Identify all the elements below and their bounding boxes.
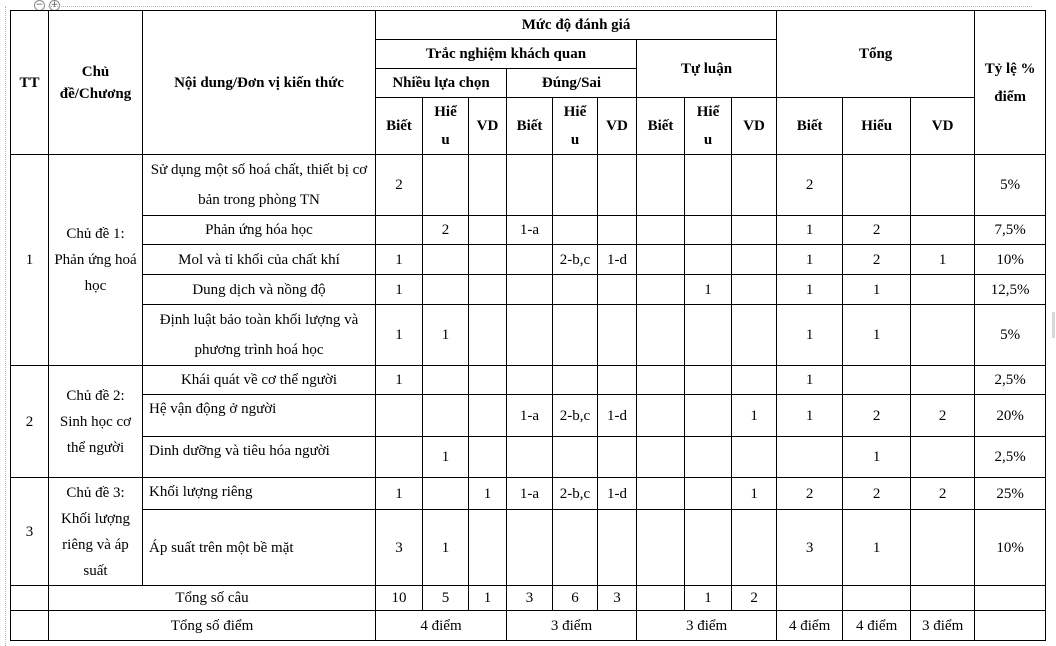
value-cell: 5 (423, 586, 469, 611)
value-cell (423, 275, 469, 305)
empty-cell (975, 611, 1046, 641)
score-essay: 3 điểm (637, 611, 777, 641)
total-cell (911, 305, 975, 366)
value-cell: 2-b,c (553, 478, 598, 510)
empty-cell (11, 586, 49, 611)
value-cell: 3 (598, 586, 637, 611)
value-cell: 1 (376, 275, 423, 305)
percent-cell: 5% (975, 155, 1046, 216)
value-cell: 1-d (598, 478, 637, 510)
content-cell: Sử dụng một số hoá chất, thiết bị cơ bản trong phòng TN (143, 155, 376, 216)
total-cell (843, 366, 911, 395)
value-cell (637, 586, 685, 611)
value-cell (469, 245, 507, 275)
total-cell (843, 155, 911, 216)
value-cell (732, 366, 777, 395)
content-cell: Định luật bảo toàn khối lượng và phương trình hoá học (143, 305, 376, 366)
topic-number: 3 (11, 478, 49, 586)
col-biet: Biết (777, 98, 843, 155)
value-cell (507, 245, 553, 275)
value-cell (423, 478, 469, 510)
total-cell: 1 (777, 395, 843, 437)
table-row (11, 478, 1046, 510)
value-cell (469, 366, 507, 395)
value-cell (637, 510, 685, 586)
total-cell (911, 216, 975, 245)
value-cell (507, 366, 553, 395)
total-cell (911, 437, 975, 478)
summary-row-score (11, 611, 1046, 641)
total-score-label: Tổng số điểm (49, 611, 376, 641)
value-cell: 1 (423, 305, 469, 366)
value-cell: 1 (423, 437, 469, 478)
value-cell (553, 366, 598, 395)
total-cell: 1 (843, 305, 911, 366)
value-cell (553, 305, 598, 366)
total-cell: 2 (911, 478, 975, 510)
percent-cell: 2,5% (975, 437, 1046, 478)
value-cell: 1-a (507, 216, 553, 245)
value-cell (685, 305, 732, 366)
value-cell: 1 (376, 478, 423, 510)
value-cell: 1-a (507, 478, 553, 510)
table-row (11, 437, 1046, 478)
value-cell (685, 395, 732, 437)
col-biet: Biết (507, 98, 553, 155)
value-cell (598, 510, 637, 586)
value-cell: 6 (553, 586, 598, 611)
total-cell: 1 (843, 437, 911, 478)
total-cell: 1 (777, 305, 843, 366)
value-cell (507, 155, 553, 216)
content-cell: Khối lượng riêng (143, 478, 376, 510)
total-cell: 2 (843, 216, 911, 245)
value-cell: 1 (376, 366, 423, 395)
value-cell: 2-b,c (553, 395, 598, 437)
table-row (11, 245, 1046, 275)
value-cell (685, 216, 732, 245)
value-cell: 10 (376, 586, 423, 611)
content-cell: Dinh dưỡng và tiêu hóa người (143, 437, 376, 478)
value-cell (507, 437, 553, 478)
table-row (11, 395, 1046, 437)
collapse-icon[interactable]: − (35, 0, 44, 10)
col-vd: VD (911, 98, 975, 155)
table-row (11, 155, 1046, 216)
value-cell: 1-a (507, 395, 553, 437)
value-cell (376, 216, 423, 245)
margin-guide-line (5, 6, 6, 646)
summary-row-count (11, 586, 1046, 611)
total-cell (911, 275, 975, 305)
empty-cell (777, 586, 843, 611)
value-cell: 1 (732, 478, 777, 510)
value-cell (553, 155, 598, 216)
empty-cell (911, 586, 975, 611)
header-content: Nội dung/Đơn vị kiến thức (143, 11, 376, 155)
empty-cell (843, 586, 911, 611)
value-cell (507, 510, 553, 586)
value-cell (469, 155, 507, 216)
topic-name: Chủ đề 2: Sinh học cơ thể người (49, 366, 143, 478)
score-multi: 4 điểm (376, 611, 507, 641)
total-cell: 2 (843, 395, 911, 437)
value-cell: 1 (732, 395, 777, 437)
value-cell (637, 275, 685, 305)
value-cell: 3 (376, 510, 423, 586)
value-cell: 2 (732, 586, 777, 611)
value-cell (469, 275, 507, 305)
value-cell: 2 (423, 216, 469, 245)
score-true-false: 3 điểm (507, 611, 637, 641)
value-cell (637, 155, 685, 216)
value-cell (553, 510, 598, 586)
value-cell (469, 305, 507, 366)
header-total: Tổng (777, 11, 975, 98)
value-cell: 1 (376, 245, 423, 275)
empty-cell (11, 611, 49, 641)
table-row (11, 305, 1046, 366)
value-cell (598, 155, 637, 216)
value-cell (469, 437, 507, 478)
value-cell: 3 (507, 586, 553, 611)
value-cell (732, 245, 777, 275)
value-cell (598, 216, 637, 245)
col-hieu: Hiểu (843, 98, 911, 155)
value-cell (732, 510, 777, 586)
total-cell: 2 (777, 155, 843, 216)
col-hieu: Hiể u (553, 98, 598, 155)
header-level: Mức độ đánh giá (376, 11, 777, 40)
total-cell: 2 (843, 478, 911, 510)
header-essay: Tự luận (637, 40, 777, 98)
content-cell: Khái quát về cơ thể người (143, 366, 376, 395)
value-cell: 2-b,c (553, 245, 598, 275)
table-row (11, 216, 1046, 245)
value-cell (732, 305, 777, 366)
total-questions-label: Tổng số câu (49, 586, 376, 611)
value-cell (637, 305, 685, 366)
value-cell: 2 (376, 155, 423, 216)
table-row (11, 510, 1046, 586)
value-cell (637, 437, 685, 478)
value-cell (423, 155, 469, 216)
value-cell (598, 366, 637, 395)
header-ratio: Tỷ lệ % điểm (975, 11, 1046, 155)
col-biet: Biết (376, 98, 423, 155)
score-total-biet: 4 điểm (777, 611, 843, 641)
value-cell (469, 216, 507, 245)
topic-name: Chủ đề 1: Phản ứng hoá học (49, 155, 143, 366)
total-cell: 2 (911, 395, 975, 437)
value-cell (685, 478, 732, 510)
value-cell (423, 395, 469, 437)
total-cell: 1 (777, 366, 843, 395)
assessment-matrix-table (10, 10, 1046, 641)
topic-name: Chủ đề 3: Khối lượng riêng và áp suất (49, 478, 143, 586)
header-objective: Trắc nghiệm khách quan (376, 40, 637, 69)
content-cell: Phản ứng hóa học (143, 216, 376, 245)
header-multi-choice: Nhiều lựa chọn (376, 69, 507, 98)
topic-number: 1 (11, 155, 49, 366)
header-true-false: Đúng/Sai (507, 69, 637, 98)
total-cell (911, 510, 975, 586)
total-cell: 1 (777, 275, 843, 305)
value-cell: 1 (685, 275, 732, 305)
percent-cell: 10% (975, 510, 1046, 586)
content-cell: Mol và tỉ khối của chất khí (143, 245, 376, 275)
value-cell (685, 510, 732, 586)
value-cell (732, 275, 777, 305)
value-cell (732, 216, 777, 245)
page-guide-line (48, 6, 1032, 7)
value-cell (553, 437, 598, 478)
content-cell: Áp suất trên một bề mặt (143, 510, 376, 586)
value-cell (637, 216, 685, 245)
value-cell (553, 216, 598, 245)
value-cell (685, 245, 732, 275)
value-cell: 1 (469, 478, 507, 510)
value-cell (376, 395, 423, 437)
percent-cell: 5% (975, 305, 1046, 366)
total-cell: 1 (777, 216, 843, 245)
value-cell (598, 275, 637, 305)
content-cell: Hệ vận động ở người (143, 395, 376, 437)
value-cell: 1-d (598, 245, 637, 275)
value-cell: 1 (469, 586, 507, 611)
value-cell (553, 275, 598, 305)
value-cell (598, 305, 637, 366)
percent-cell: 2,5% (975, 366, 1046, 395)
header-topic: Chủ đề/Chương (49, 11, 143, 155)
value-cell (423, 245, 469, 275)
value-cell (685, 155, 732, 216)
expand-icon[interactable]: + (50, 0, 59, 10)
percent-cell: 20% (975, 395, 1046, 437)
col-biet: Biết (637, 98, 685, 155)
score-total-vd: 3 điểm (911, 611, 975, 641)
value-cell: 1 (376, 305, 423, 366)
value-cell (732, 437, 777, 478)
value-cell (423, 366, 469, 395)
value-cell (637, 478, 685, 510)
value-cell (637, 366, 685, 395)
total-cell: 1 (843, 510, 911, 586)
percent-cell: 10% (975, 245, 1046, 275)
value-cell (637, 245, 685, 275)
col-vd: VD (469, 98, 507, 155)
value-cell (469, 395, 507, 437)
percent-cell: 12,5% (975, 275, 1046, 305)
percent-cell: 7,5% (975, 216, 1046, 245)
empty-cell (975, 586, 1046, 611)
content-cell: Dung dịch và nồng độ (143, 275, 376, 305)
topic-number: 2 (11, 366, 49, 478)
value-cell (507, 275, 553, 305)
total-cell: 3 (777, 510, 843, 586)
scroll-marker (1052, 312, 1055, 338)
total-cell: 2 (777, 478, 843, 510)
total-cell: 2 (843, 245, 911, 275)
value-cell (685, 366, 732, 395)
total-cell (911, 155, 975, 216)
value-cell (732, 155, 777, 216)
value-cell (469, 510, 507, 586)
value-cell (507, 305, 553, 366)
value-cell (637, 395, 685, 437)
score-total-hieu: 4 điểm (843, 611, 911, 641)
col-vd: VD (598, 98, 637, 155)
value-cell: 1 (685, 586, 732, 611)
percent-cell: 25% (975, 478, 1046, 510)
value-cell (598, 437, 637, 478)
total-cell: 1 (843, 275, 911, 305)
col-hieu: Hiể u (685, 98, 732, 155)
value-cell (376, 437, 423, 478)
total-cell: 1 (777, 245, 843, 275)
value-cell: 1-d (598, 395, 637, 437)
total-cell: 1 (911, 245, 975, 275)
col-vd: VD (732, 98, 777, 155)
col-hieu: Hiể u (423, 98, 469, 155)
table-row (11, 275, 1046, 305)
value-cell: 1 (423, 510, 469, 586)
total-cell (911, 366, 975, 395)
table-row (11, 366, 1046, 395)
value-cell (685, 437, 732, 478)
total-cell (777, 437, 843, 478)
header-tt: TT (11, 11, 49, 155)
